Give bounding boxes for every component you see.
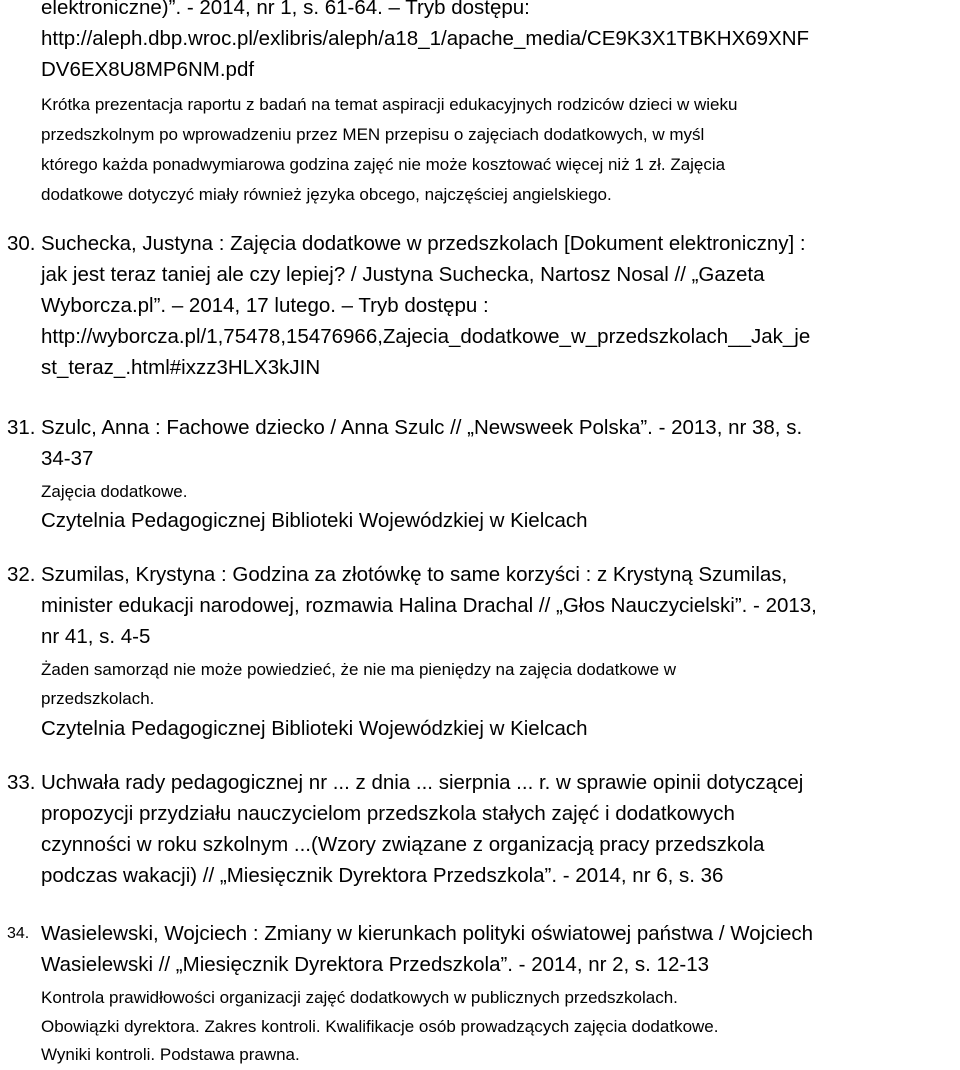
entry-annotation: Kontrola prawidłowości organizacji zajęć dodatkowych w publicznych przedszkolach. (41, 988, 678, 1007)
entry-url: http://aleph.dbp.wroc.pl/exlibris/aleph/a18_1/apache_media/CE9K3X1TBKHX69XNF (41, 27, 810, 50)
entry-url: DV6EX8U8MP6NM.pdf (41, 58, 255, 81)
entry-text: propozycji przydziału nauczycielom przedszkola stałych zajęć i dodatkowych (41, 802, 735, 825)
entry-text: Uchwała rady pedagogicznej nr ... z dnia ... sierpnia ... r. w sprawie opinii dotyczącej (41, 771, 804, 794)
entry-text: Suchecka, Justyna : Zajęcia dodatkowe w przedszkolach [Dokument elektroniczny] : (41, 232, 806, 255)
entry-text: Wyborcza.pl”. – 2014, 17 lutego. – Tryb dostępu : (41, 294, 489, 317)
entry-number: 32. (7, 563, 36, 586)
entry-text: Szulc, Anna : Fachowe dziecko / Anna Szulc // „Newsweek Polska”. - 2013, nr 38, s. (41, 416, 803, 439)
entry-number: 31. (7, 416, 36, 439)
entry-annotation: Wyniki kontroli. Podstawa prawna. (41, 1045, 300, 1064)
entry-annotation: dodatkowe dotyczyć miały również języka obcego, najczęściej angielskiego. (41, 185, 612, 204)
entry-number: 30. (7, 232, 36, 255)
entry-annotation: Zajęcia dodatkowe. (41, 482, 188, 501)
entry-text: jak jest teraz taniej ale czy lepiej? / Justyna Suchecka, Nartosz Nosal // „Gazeta (41, 263, 765, 286)
entry-annotation: przedszkolach. (41, 689, 155, 708)
entry-text: Szumilas, Krystyna : Godzina za złotówkę to same korzyści : z Krystyną Szumilas, (41, 563, 788, 586)
entry-number: 34. (7, 925, 30, 942)
entry-text: podczas wakacji) // „Miesięcznik Dyrektora Przedszkola”. - 2014, nr 6, s. 36 (41, 864, 724, 887)
entry-location: Czytelnia Pedagogicznej Biblioteki Wojewódzkiej w Kielcach (41, 717, 588, 740)
entry-text: Wasielewski, Wojciech : Zmiany w kierunkach polityki oświatowej państwa / Wojciech (41, 922, 814, 945)
entry-text: czynności w roku szkolnym ...(Wzory związane z organizacją pracy przedszkola (41, 833, 765, 856)
entry-annotation: Obowiązki dyrektora. Zakres kontroli. Kwalifikacje osób prowadzących zajęcia dodatkowe. (41, 1017, 719, 1036)
entry-annotation: przedszkolnym po wprowadzeniu przez MEN przepisu o zajęciach dodatkowych, w myśl (41, 125, 705, 144)
entry-text: Wasielewski // „Miesięcznik Dyrektora Przedszkola”. - 2014, nr 2, s. 12-13 (41, 953, 709, 976)
entry-number: 33. (7, 771, 36, 794)
entry-url: http://wyborcza.pl/1,75478,15476966,Zajecia_dodatkowe_w_przedszkolach__Jak_je (41, 325, 811, 348)
entry-annotation: Krótka prezentacja raportu z badań na temat aspiracji edukacyjnych rodziców dzieci w wieku (41, 95, 738, 114)
entry-text: elektroniczne)”. - 2014, nr 1, s. 61-64. – Tryb dostępu: (41, 0, 530, 19)
entry-text: 34-37 (41, 447, 94, 470)
entry-annotation: którego każda ponadwymiarowa godzina zajęć nie może kosztować więcej niż 1 zł. Zajęcia (41, 155, 726, 174)
entry-url: st_teraz_.html#ixzz3HLX3kJIN (41, 356, 321, 379)
entry-annotation: Żaden samorząd nie może powiedzieć, że nie ma pieniędzy na zajęcia dodatkowe w (41, 660, 677, 679)
entry-text: nr 41, s. 4-5 (41, 625, 151, 648)
entry-location: Czytelnia Pedagogicznej Biblioteki Wojewódzkiej w Kielcach (41, 509, 588, 532)
entry-text: minister edukacji narodowej, rozmawia Halina Drachal // „Głos Nauczycielski”. - 2013, (41, 594, 817, 617)
